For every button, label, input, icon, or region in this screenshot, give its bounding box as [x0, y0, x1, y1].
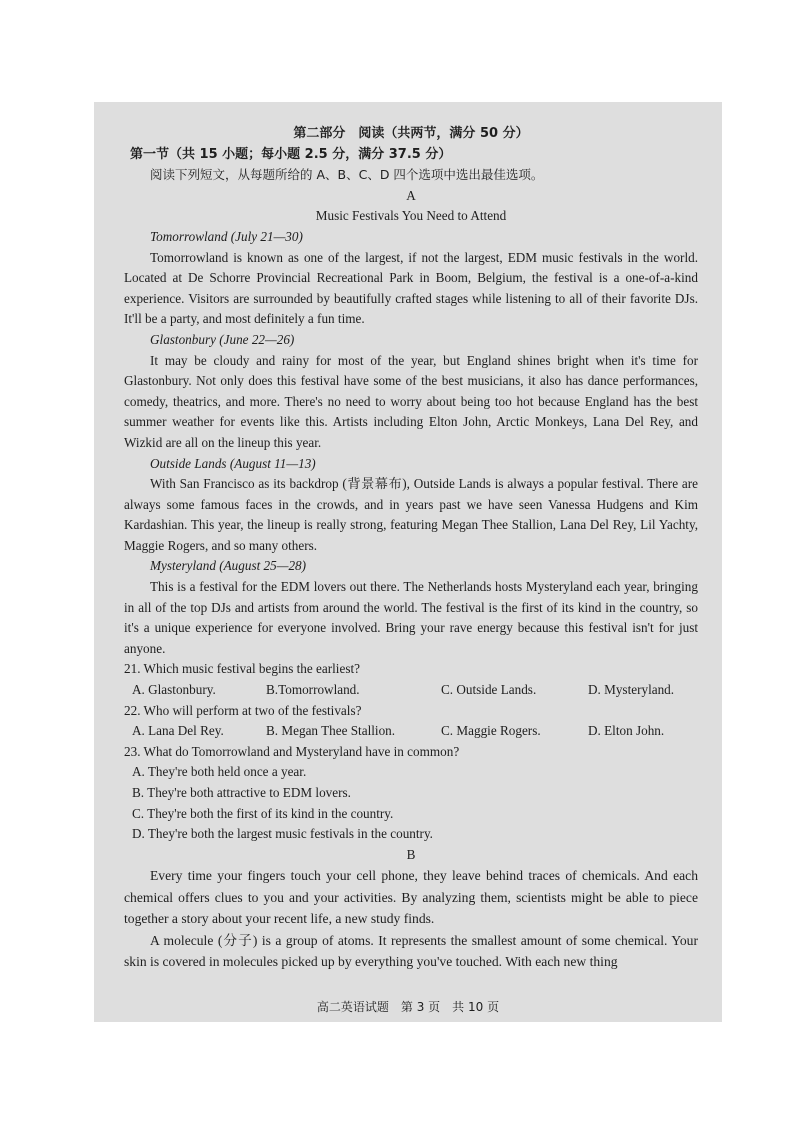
option-b: B. They're both attractive to EDM lovers. — [132, 785, 351, 800]
option-b: B.Tomorrowland. — [266, 682, 360, 698]
passage-b-letter: B — [406, 846, 416, 862]
question-21-stem: 21. Which music festival begins the earliest? — [124, 661, 360, 677]
option-c: C. Maggie Rogers. — [441, 723, 541, 739]
festival-text-glastonbury: It may be cloudy and rainy for most of the year, but England shines bright when it's time for Glastonbury. Not only does this festival have some of the best musicians, it also has dance performances, comedy, theatrics, and more. There's no need to worry about being too hot because England has the best summer weather for events like this. Artists including Elton John, Arctic Monkeys, Lana Del Rey, and Wizkid are all on the lineup this year. — [124, 352, 698, 450]
question-21-options — [124, 680, 698, 701]
festival-heading-tomorrowland: Tomorrowland (July 21—30) — [150, 228, 303, 244]
festival-text-mysteryland: This is a festival for the EDM lovers out there. The Netherlands hosts Mysteryland each year, bringing in all of the top DJs and artists from around the world. The festival is the first of its kind in the country, so it's a unique experience for everyone involved. Bring your rave energy because this festival isn't for just anyone. — [124, 579, 698, 656]
festival-heading-mysteryland: Mysteryland (August 25—28) — [150, 558, 307, 574]
festival-heading-glastonbury: Glastonbury (June 22—26) — [150, 331, 295, 347]
option-c: C. They're both the first of its kind in the country. — [132, 805, 394, 821]
question-22-options — [124, 721, 698, 742]
festival-heading-outside-lands: Outside Lands (August 11—13) — [150, 455, 316, 471]
section-header: 第一节（共 15 小题；每小题 2.5 分，满分 37.5 分） — [130, 146, 452, 162]
option-d: D. Mysteryland. — [588, 682, 675, 698]
option-a: A. Lana Del Rey. — [132, 723, 224, 739]
option-b: B. Megan Thee Stallion. — [266, 723, 396, 739]
option-a: A. They're both held once a year. — [132, 764, 307, 780]
festival-text-outside-lands: With San Francisco as its backdrop (背景幕布), Outside Lands is always a popular festival. There are always some famous faces in the crowds, and in years past we have seen Vanessa Hudgens and Kim Kardashian. This year, the lineup is really strong, featuring Megan Thee Stallion, Lana Del Rey, Lil Yachty, Maggie Rogers, and so many others. — [124, 476, 698, 553]
question-23-stem: 23. What do Tomorrowland and Mysteryland have in common? — [124, 743, 460, 759]
option-d: D. They're both the largest music festivals in the country. — [132, 826, 433, 842]
page-footer: 高二英语试题 第 3 页 共 10 页 — [316, 1000, 500, 1015]
question-22-stem: 22. Who will perform at two of the festivals? — [124, 702, 362, 718]
instruction: 阅读下列短文，从每题所给的 A、B、C、D 四个选项中选出最佳选项。 — [150, 167, 544, 183]
exam-page — [94, 102, 722, 1022]
passage-b-paragraph-2: A molecule (分子) is a group of atoms. It represents the smallest amount of some chemical. Your skin is covered in molecules picked up by everything you've touched. With each new thing — [124, 932, 698, 970]
option-d: D. Elton John. — [588, 723, 665, 739]
option-c: C. Outside Lands. — [441, 682, 537, 698]
part-header: 第二部分 阅读（共两节，满分 50 分） — [293, 126, 529, 141]
passage-a-title: Music Festivals You Need to Attend — [315, 208, 507, 224]
passage-b-paragraph-1: Every time your fingers touch your cell phone, they leave behind traces of chemicals. And each chemical offers clues to you and your activities. By analyzing them, scientists might be able to piece together a story about your recent life, a new study finds. — [124, 868, 698, 927]
passage-a-letter: A — [406, 187, 416, 203]
festival-text-tomorrowland: Tomorrowland is known as one of the largest, if not the largest, EDM music festivals in the world. Located at De Schorre Provincial Recreational Park in Boom, Belgium, the festival is a one-of-a-kind experience. Visitors are surrounded by beautifully crafted stages while listening to all of their favorite DJs. It'll be a party, and most definitely a fun time. — [124, 249, 698, 327]
option-a: A. Glastonbury. — [132, 682, 216, 698]
